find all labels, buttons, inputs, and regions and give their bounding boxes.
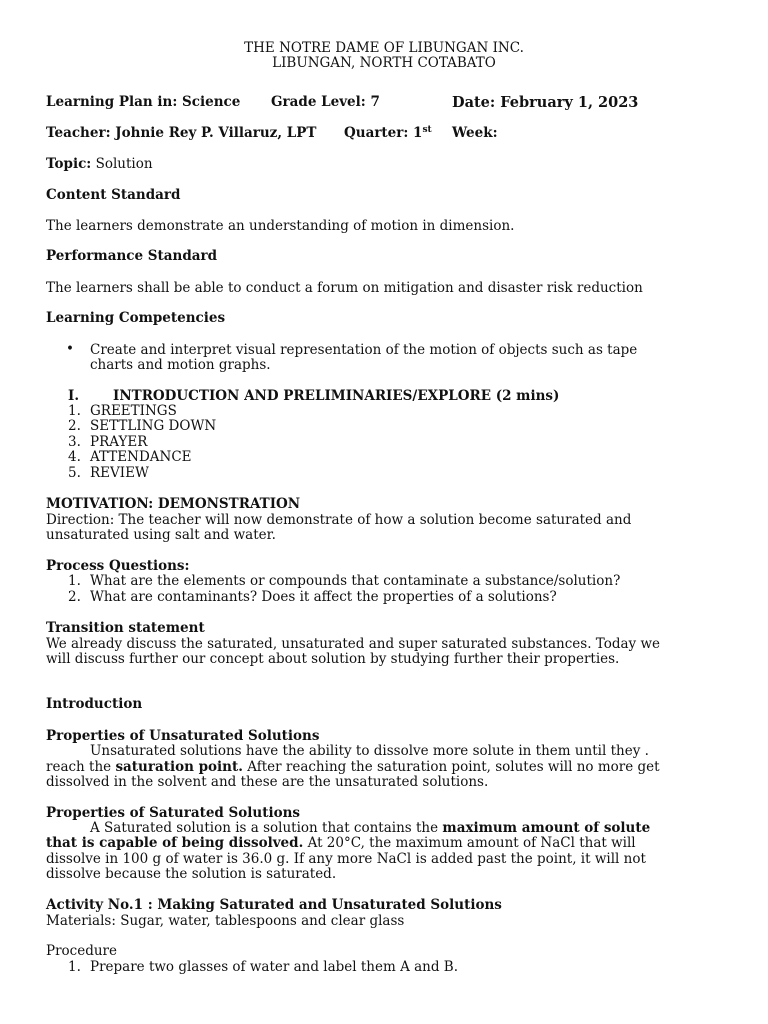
section-numeral: I. bbox=[68, 388, 80, 404]
week-label: Week: bbox=[452, 125, 498, 141]
list-item: ATTENDANCE bbox=[90, 449, 192, 465]
saturated-line-3: dissolve in 100 g of water is 36.0 g. If any more NaCl is added past the point, it will not bbox=[46, 851, 646, 867]
list-item-number: 3. bbox=[68, 434, 81, 450]
content-standard-text: The learners demonstrate an understanding of motion in dimension. bbox=[46, 218, 515, 234]
process-questions-heading: Process Questions: bbox=[46, 558, 190, 574]
motivation-heading: MOTIVATION: DEMONSTRATION bbox=[46, 496, 301, 512]
introduction-heading: Introduction bbox=[46, 696, 143, 712]
list-item-number: 4. bbox=[68, 449, 81, 465]
motivation-line-2: unsaturated using salt and water. bbox=[46, 527, 276, 543]
unsaturated-line-2-pre: reach the bbox=[46, 759, 116, 775]
performance-standard-heading: Performance Standard bbox=[46, 248, 218, 264]
activity-heading: Activity No.1 : Making Saturated and Unsaturated Solutions bbox=[46, 897, 502, 913]
teacher-name: Teacher: Johnie Rey P. Villaruz, LPT bbox=[46, 125, 317, 141]
saturated-line-2-post: At 20°C, the maximum amount of NaCl that will bbox=[303, 835, 636, 851]
saturated-line-2 bbox=[46, 836, 636, 852]
list-item-number: 1. bbox=[68, 403, 81, 419]
list-item: GREETINGS bbox=[90, 403, 177, 419]
topic-value: Solution bbox=[95, 156, 153, 172]
unsaturated-line-2-post: After reaching the saturation point, solutes will no more get bbox=[242, 759, 660, 775]
quarter bbox=[344, 126, 432, 142]
lesson-date: Date: February 1, 2023 bbox=[452, 94, 639, 111]
topic bbox=[46, 157, 153, 173]
list-item: PRAYER bbox=[90, 434, 148, 450]
performance-standard-text: The learners shall be able to conduct a forum on mitigation and disaster risk reduction bbox=[46, 280, 643, 296]
procedure-step: Prepare two glasses of water and label them A and B. bbox=[90, 959, 459, 975]
list-item: SETTLING DOWN bbox=[90, 418, 217, 434]
question-item: What are the elements or compounds that contaminate a substance/solution? bbox=[90, 573, 621, 589]
saturated-heading: Properties of Saturated Solutions bbox=[46, 805, 301, 821]
learning-competencies-heading: Learning Competencies bbox=[46, 310, 226, 326]
motivation-line-1: Direction: The teacher will now demonstrate of how a solution become saturated and bbox=[46, 512, 632, 528]
competency-line-2: charts and motion graphs. bbox=[90, 357, 271, 373]
maximum-amount-term: maximum amount of solute bbox=[442, 820, 651, 836]
activity-materials: Materials: Sugar, water, tablespoons and clear glass bbox=[46, 913, 405, 929]
unsaturated-line-1: Unsaturated solutions have the ability to dissolve more solute in them until they . bbox=[90, 743, 649, 759]
bullet-icon: • bbox=[66, 341, 74, 357]
question-item: What are contaminants? Does it affect the properties of a solutions? bbox=[90, 589, 557, 605]
capable-dissolved-term: that is capable of being dissolved. bbox=[46, 835, 304, 851]
unsaturated-heading: Properties of Unsaturated Solutions bbox=[46, 728, 320, 744]
competency-line-1: Create and interpret visual representation of the motion of objects such as tape bbox=[90, 342, 638, 358]
quarter-label: Quarter: 1 bbox=[344, 125, 423, 141]
question-number: 1. bbox=[68, 573, 81, 589]
quarter-superscript: st bbox=[422, 125, 432, 135]
school-location: LIBUNGAN, NORTH COTABATO bbox=[272, 55, 496, 71]
saturated-line-1-pre: A Saturated solution is a solution that contains the bbox=[90, 820, 443, 836]
content-standard-heading: Content Standard bbox=[46, 187, 181, 203]
section-title: INTRODUCTION AND PRELIMINARIES/EXPLORE (2 mins) bbox=[113, 388, 560, 404]
transition-line-1: We already discuss the saturated, unsaturated and super saturated substances. Today we bbox=[46, 636, 661, 652]
learning-plan-subject: Learning Plan in: Science bbox=[46, 94, 241, 110]
list-item: REVIEW bbox=[90, 465, 149, 481]
unsaturated-line-3: dissolved in the solvent and these are the unsaturated solutions. bbox=[46, 774, 489, 790]
grade-level: Grade Level: 7 bbox=[271, 94, 380, 110]
procedure-number: 1. bbox=[68, 959, 81, 975]
transition-heading: Transition statement bbox=[46, 620, 205, 636]
list-item-number: 2. bbox=[68, 418, 81, 434]
saturation-point-term: saturation point. bbox=[115, 759, 243, 775]
school-name: THE NOTRE DAME OF LIBUNGAN INC. bbox=[244, 40, 524, 56]
saturated-line-4: dissolve because the solution is saturated. bbox=[46, 866, 337, 882]
topic-label: Topic: bbox=[46, 156, 92, 172]
procedure-heading: Procedure bbox=[46, 943, 117, 959]
list-item-number: 5. bbox=[68, 465, 81, 481]
question-number: 2. bbox=[68, 589, 81, 605]
transition-line-2: will discuss further our concept about solution by studying further their properties. bbox=[46, 651, 620, 667]
